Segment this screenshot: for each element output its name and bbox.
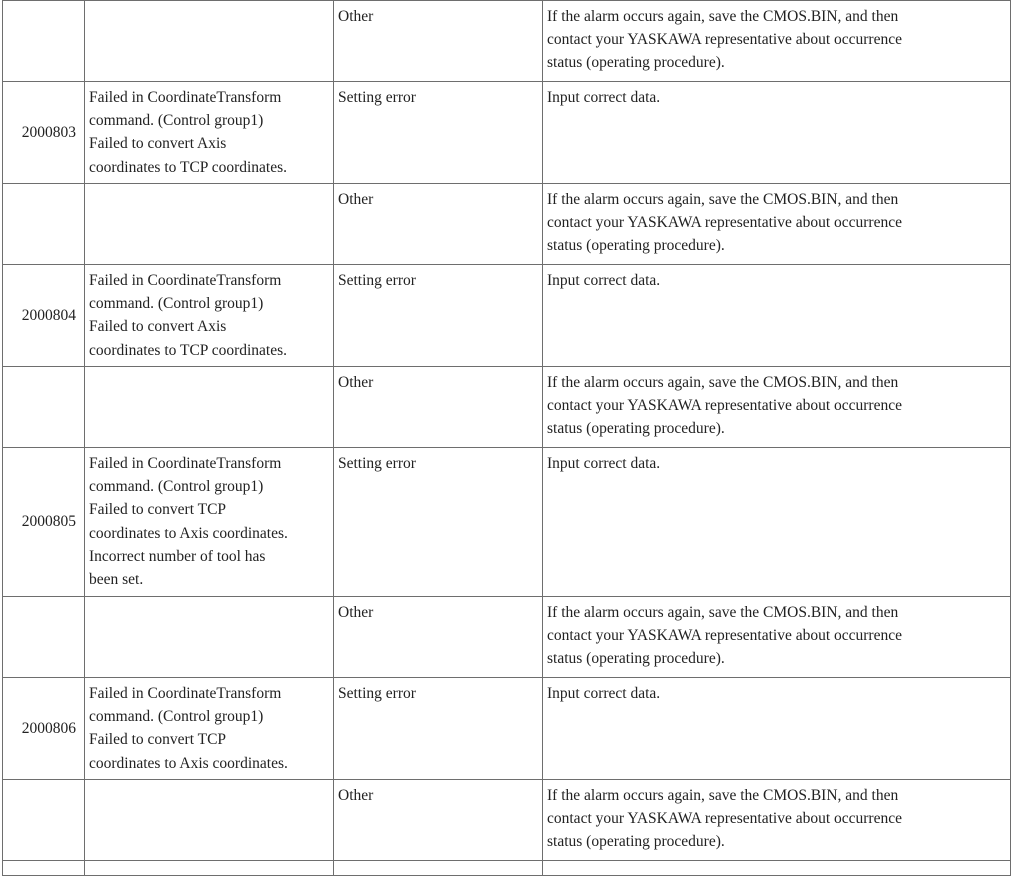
alarm-cause-cell: Setting error bbox=[334, 448, 543, 597]
alarm-message-cell: Failed in CoordinateTransform command. (Control group1) Failed to convert Axis coordinates to TCP coordinates. bbox=[85, 265, 334, 367]
alarm-remedy-cell: Input correct data. bbox=[543, 265, 1011, 367]
alarm-message-cell bbox=[85, 861, 334, 876]
alarm-remedy-cell: If the alarm occurs again, save the CMOS.BIN, and then contact your YASKAWA representative about occurrence status (operating procedure). bbox=[543, 597, 1011, 678]
table-row bbox=[3, 780, 1011, 861]
alarm-remedy-cell: Input correct data. bbox=[543, 678, 1011, 780]
alarm-message-cell bbox=[85, 184, 334, 265]
alarm-code-cell: 2000804 bbox=[3, 265, 85, 367]
alarm-cause-cell: Setting error bbox=[334, 678, 543, 780]
alarm-table bbox=[2, 0, 1011, 876]
alarm-cause-cell: Other bbox=[334, 1, 543, 82]
alarm-code-cell: 2000803 bbox=[3, 82, 85, 184]
alarm-cause-cell bbox=[334, 861, 543, 876]
alarm-remedy-cell: If the alarm occurs again, save the CMOS.BIN, and then contact your YASKAWA representative about occurrence status (operating procedure). bbox=[543, 780, 1011, 861]
alarm-cause-cell: Other bbox=[334, 184, 543, 265]
alarm-cause-cell: Setting error bbox=[334, 82, 543, 184]
alarm-remedy-cell: Input correct data. bbox=[543, 82, 1011, 184]
alarm-cause-cell: Other bbox=[334, 367, 543, 448]
alarm-code-cell bbox=[3, 597, 85, 678]
alarm-code-cell bbox=[3, 780, 85, 861]
alarm-message-cell bbox=[85, 780, 334, 861]
alarm-message-cell bbox=[85, 1, 334, 82]
table-row bbox=[3, 678, 1011, 780]
alarm-code-cell bbox=[3, 861, 85, 876]
table-row bbox=[3, 597, 1011, 678]
alarm-code-cell: 2000806 bbox=[3, 678, 85, 780]
table-row bbox=[3, 265, 1011, 367]
alarm-message-cell: Failed in CoordinateTransform command. (Control group1) Failed to convert TCP coordinates to Axis coordinates. bbox=[85, 678, 334, 780]
table-row bbox=[3, 82, 1011, 184]
alarm-code-cell bbox=[3, 184, 85, 265]
table-row bbox=[3, 861, 1011, 876]
alarm-code-cell bbox=[3, 367, 85, 448]
alarm-code-cell bbox=[3, 1, 85, 82]
alarm-cause-cell: Other bbox=[334, 597, 543, 678]
alarm-remedy-cell: Input correct data. bbox=[543, 448, 1011, 597]
table-row bbox=[3, 184, 1011, 265]
alarm-message-cell bbox=[85, 367, 334, 448]
alarm-message-cell bbox=[85, 597, 334, 678]
alarm-cause-cell: Other bbox=[334, 780, 543, 861]
alarm-remedy-cell bbox=[543, 861, 1011, 876]
alarm-remedy-cell: If the alarm occurs again, save the CMOS.BIN, and then contact your YASKAWA representative about occurrence status (operating procedure). bbox=[543, 1, 1011, 82]
table-row bbox=[3, 448, 1011, 597]
table-row bbox=[3, 1, 1011, 82]
alarm-code-cell: 2000805 bbox=[3, 448, 85, 597]
alarm-message-cell: Failed in CoordinateTransform command. (Control group1) Failed to convert TCP coordinates to Axis coordinates. Incorrect number of tool has been set. bbox=[85, 448, 334, 597]
alarm-message-cell: Failed in CoordinateTransform command. (Control group1) Failed to convert Axis coordinates to TCP coordinates. bbox=[85, 82, 334, 184]
table-row bbox=[3, 367, 1011, 448]
alarm-remedy-cell: If the alarm occurs again, save the CMOS.BIN, and then contact your YASKAWA representative about occurrence status (operating procedure). bbox=[543, 184, 1011, 265]
alarm-cause-cell: Setting error bbox=[334, 265, 543, 367]
alarm-remedy-cell: If the alarm occurs again, save the CMOS.BIN, and then contact your YASKAWA representative about occurrence status (operating procedure). bbox=[543, 367, 1011, 448]
